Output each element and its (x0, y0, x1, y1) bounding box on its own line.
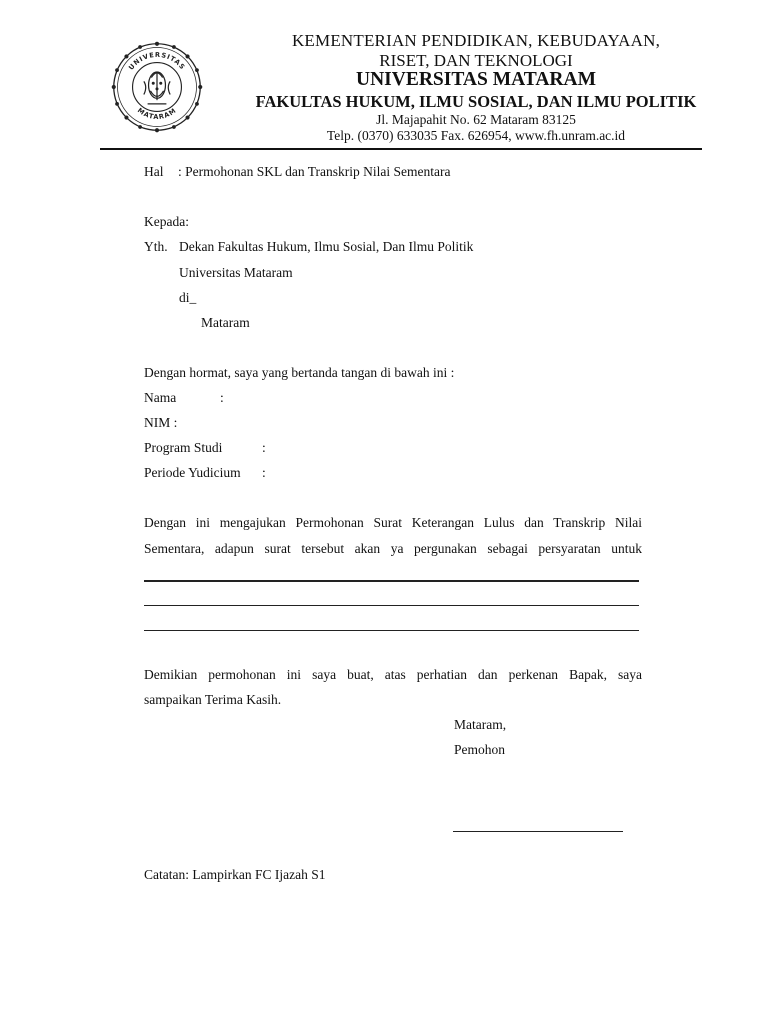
blank-fill-line (144, 605, 639, 606)
field-prodi-label: Program Studi (144, 440, 223, 455)
field-nama-label: Nama (144, 390, 177, 405)
request-paragraph-line-2: Sementara, adapun surat tersebut akan ya pergunakan sebagai persyaratan untuk (144, 541, 642, 556)
signature-line (453, 831, 623, 832)
field-periode-colon: : (262, 465, 266, 480)
svg-text:MATARAM: MATARAM (135, 106, 179, 122)
subject-value: : Permohonan SKL dan Transkrip Nilai Sementara (178, 164, 451, 179)
field-nim-label: NIM : (144, 415, 178, 430)
closing-paragraph-line-2: sampaikan Terima Kasih. (144, 692, 282, 707)
intro-text: Dengan hormat, saya yang bertanda tangan di bawah ini : (144, 365, 455, 380)
attachment-note: Catatan: Lampirkan FC Ijazah S1 (144, 867, 326, 882)
signature-place: Mataram, (454, 717, 507, 732)
field-nama-colon: : (220, 390, 224, 405)
recipient-line-4: Mataram (201, 315, 250, 330)
university-seal-logo (110, 40, 204, 134)
letterhead-divider (100, 148, 702, 150)
field-prodi-colon: : (262, 440, 266, 455)
faculty-name: FAKULTAS HUKUM, ILMU SOSIAL, DAN ILMU POLITIK (255, 92, 697, 111)
svg-text:UNIVERSITAS: UNIVERSITAS (127, 50, 187, 72)
recipient-heading: Kepada: (144, 214, 189, 229)
faculty-address: Jl. Majapahit No. 62 Mataram 83125 (376, 112, 576, 127)
closing-paragraph-line-1: Demikian permohonan ini saya buat, atas perhatian dan perkenan Bapak, saya (144, 667, 642, 682)
field-periode-label: Periode Yudicium (144, 465, 241, 480)
ministry-name-line-1: KEMENTERIAN PENDIDIKAN, KEBUDAYAAN, (291, 31, 661, 50)
ministry-name-line-2: RISET, DAN TEKNOLOGI (379, 51, 573, 70)
blank-fill-line (144, 630, 639, 631)
request-paragraph-line-1: Dengan ini mengajukan Permohonan Surat Keterangan Lulus dan Transkrip Nilai (144, 515, 642, 530)
subject-label: Hal (144, 164, 164, 179)
recipient-honorific: Yth. (144, 239, 168, 254)
recipient-line-2: Universitas Mataram (179, 265, 293, 280)
faculty-contact: Telp. (0370) 633035 Fax. 626954, www.fh.unram.ac.id (326, 128, 626, 143)
recipient-line-3: di_ (179, 290, 197, 305)
signature-role: Pemohon (454, 742, 506, 757)
blank-fill-line (144, 580, 639, 582)
recipient-line-1: Dekan Fakultas Hukum, Ilmu Sosial, Dan Ilmu Politik (179, 239, 474, 254)
university-name: UNIVERSITAS MATARAM (356, 69, 596, 90)
